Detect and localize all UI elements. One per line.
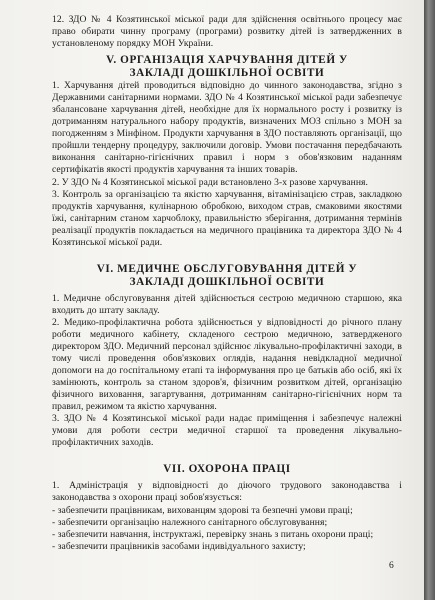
section-vi-item-2: 2. Медико-профілактична робота здійснюється у відповідності до річного плану роботи медичного кабінету, складеного сестрою медичною, затвердженого директором ЗДО. Медичний персонал здійснює лікувально-профілактичні заходи, в тому числі проведення обов'язкових оглядів, надання невідкладної медичної допомоги на до госпітальному етапі та інформування про це батьків або осіб, які їх замінюють, контроль за станом здоров'я, фізичним розвитком дітей, організацію фізичного виховання, загартування, дотриманням санітарно-гігієнічних норм та правил, режимом та якістю харчування. <box>52 316 402 413</box>
section-v-heading-line2: ЗАКЛАДІ ДОШКІЛЬНОЇ ОСВІТИ <box>129 67 325 80</box>
section-vii-bullet-3: - забезпечити навчання, інструктажі, перевірку знань з питань охорони праці; <box>52 528 374 540</box>
section-vi-item-1: 1. Медичне обслуговування дітей здійснюється сестрою медичною старшою, яка входить до штату закладу. <box>52 292 402 316</box>
section-vii-heading: VII. ОХОРОНА ПРАЦІ <box>163 463 291 476</box>
section-vii-item-1: 1. Адміністрація у відповідності до діючого трудового законодавства і законодавства з охорони праці зобов'язується: <box>52 480 402 504</box>
section-v-heading-line1: V. ОРГАНІЗАЦІЯ ХАРЧУВАННЯ ДІТЕЙ У <box>106 54 348 67</box>
page-edge-shadow <box>424 0 435 600</box>
section-vii-bullet-1: - забезпечити працівникам, вихованцям здорові та безпечні умови праці; <box>52 504 353 516</box>
section-vi-heading-line2: ЗАКЛАДІ ДОШКІЛЬНОЇ ОСВІТИ <box>129 275 325 288</box>
section-v-item-1: 1. Харчування дітей проводиться відповідно до чинного законодавства, згідно з Державними санітарними нормами. ЗДО № 4 Козятинської міської ради забезпечує збалансоване харчування дітей, необхідне для їх нормального росту і розвитку із дотриманням натурального набору продуктів, визначених МОЗ спільно з МОН за погодженням з Мінфіном. Продукти харчування в ЗДО поставляють організації, що пройшли тендерну процедуру, заключили договір. Умови постачання передбачають виконання санітарно-гігієнічних правил і норм з обов'язковим наданням сертифікатів якості продуктів харчування та інших товарів. <box>52 80 402 176</box>
section-vii-bullet-2: - забезпечити організацію належного санітарного обслуговування; <box>52 516 328 528</box>
section-v-item-2: 2. У ЗДО № 4 Козятинської міської ради встановлено 3-х разове харчування. <box>52 176 368 188</box>
page-content <box>52 14 402 553</box>
paragraph-12: 12. ЗДО № 4 Козятинської міської ради для здійснення освітнього процесу має право обирати чинну програму (програми) розвитку дітей із затвердженних в установленому порядку МОН України. <box>52 14 402 50</box>
section-vii-bullet-4: - забезпечити працівників засобами індивідуального захисту; <box>52 540 306 552</box>
section-vi-item-3: 3. ЗДО № 4 Козятинської міської ради надає приміщення і забезпечує належні умови для роботи сестри медичної старшої та проведення лікувально-профілактичних заходів. <box>52 413 402 449</box>
section-v-item-3: 3. Контроль за організацією та якістю харчування, вітамінізацією страв, закладкою продуктів харчування, кулінарною обробкою, виходом страв, смаковими якостями їжі, санітарним станом харчоблоку, правильністю зберігання, дотримання термінів реалізації продуктів покладається на медичного працівника та директора ЗДО № 4 Козятинської міської ради. <box>52 188 402 248</box>
section-vi-heading-line1: VI. МЕДИЧНЕ ОБСЛУГОВУВАННЯ ДІТЕЙ У <box>96 262 358 275</box>
page-number: 6 <box>389 561 394 571</box>
